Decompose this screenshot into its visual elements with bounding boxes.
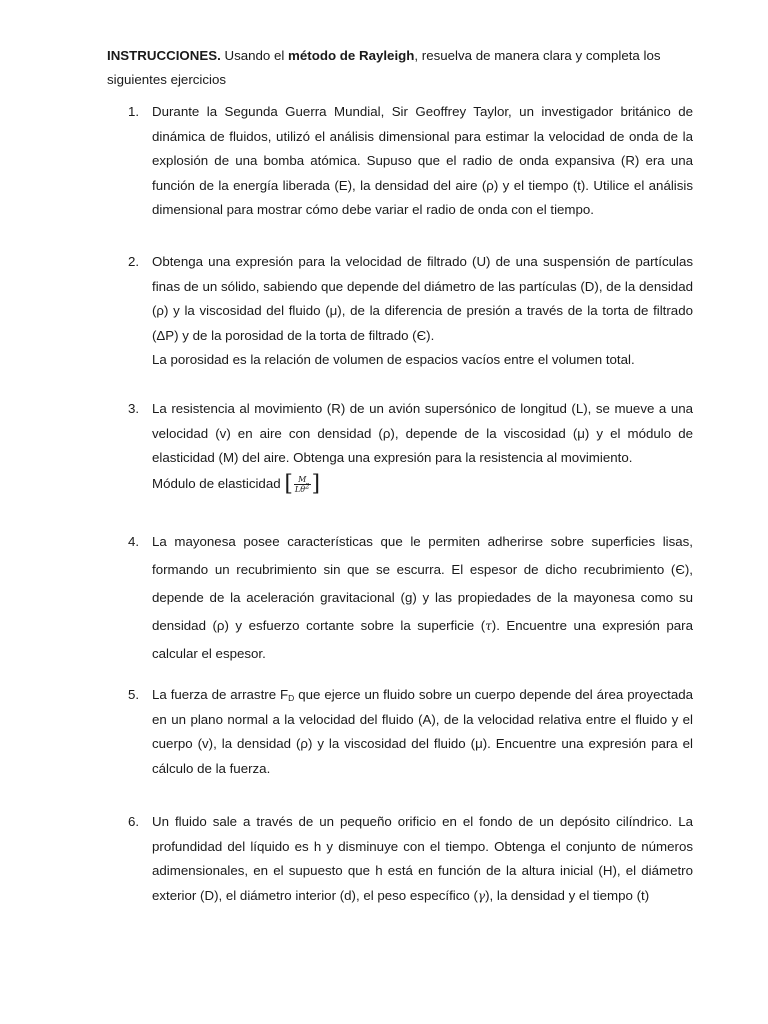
exercise-text xyxy=(152,683,693,781)
instructions-text: , resuelva de manera clara y completa los siguientes ejercicios xyxy=(107,48,661,87)
exercise-2 xyxy=(128,250,698,373)
exercise-text xyxy=(152,528,693,668)
instructions-heading: INSTRUCCIONES. xyxy=(107,48,221,63)
exercise-number: 5. xyxy=(128,687,140,702)
drag-subscript: D xyxy=(288,693,295,703)
instructions-text: Usando el xyxy=(220,48,289,63)
exercise-number: 3. xyxy=(128,401,140,416)
exercise-number: 6. xyxy=(128,814,140,829)
exercise-number: 1. xyxy=(128,104,140,119)
exercise-text: Durante la Segunda Guerra Mundial, Sir Geoffrey Taylor, un investigador británico de dinámica de fluidos, utilizó el análisis dimensional para estimar la velocidad de onda de la explosión de una bomba atómica. Supuso que el radio de onda expansiva (R) era una función de la energía liberada (E), la densidad del aire (ρ) y el tiempo (t). Utilice el análisis dimensional para mostrar cómo debe variar el radio de onda con el tiempo. xyxy=(152,104,693,218)
exercise-text: La resistencia al movimiento (R) de un avión supersónico de longitud (L), se mueve a una velocidad (v) en aire con densidad (ρ), depende de la viscosidad (μ) y el módulo de elasticidad (M) del aire. Obtenga una expresión para la resistencia al movimiento. xyxy=(152,401,693,466)
exercise-6 xyxy=(128,810,698,908)
instructions-paragraph xyxy=(107,44,697,92)
exercise-text-part: La fuerza de arrastre F xyxy=(152,687,289,702)
exercise-note: La porosidad es la relación de volumen de espacios vacíos entre el volumen total. xyxy=(152,352,635,368)
exercise-text-part: ), la densidad y el tiempo (t) xyxy=(485,887,650,903)
formula-numerator: M xyxy=(294,475,311,485)
note-label: Módulo de elasticidad xyxy=(152,475,281,491)
exercise-text-part: La mayonesa posee características que le permiten adherirse sobre superficies lisas, formando un recubrimiento sin que se escurra. El espesor de dicho recubrimiento (Є), depende de la aceleración gravitacional (g) y las propiedades de la mayonesa como su densidad (ρ) y esfuerzo cortante sobre la superficie ( xyxy=(152,534,693,633)
formula-denominator xyxy=(294,482,311,494)
exercise-text: Obtenga una expresión para la velocidad de filtrado (U) de una suspensión de partículas finas de un sólido, sabiendo que depende del diámetro de las partículas (D), de la densidad (ρ) y la viscosidad del fluido (μ), de la diferencia de presión a través de la torta de filtrado (ΔP) y de la porosidad de la torta de filtrado (Є). xyxy=(152,254,693,343)
formula-denominator-base: Lθ xyxy=(294,484,306,494)
tau-symbol: τ xyxy=(485,619,492,633)
exercise-number: 4. xyxy=(128,534,140,549)
exercise-1 xyxy=(128,100,698,223)
exercise-text-part: ). Encuentre una expresión para calcular el espesor. xyxy=(152,618,693,661)
bracket-open: [ xyxy=(284,471,293,497)
exercise-note xyxy=(152,471,693,497)
exercise-4 xyxy=(128,528,698,668)
bracket-close: ] xyxy=(311,471,321,497)
exercise-5 xyxy=(128,683,698,781)
exercise-text-part: que ejerce un fluido sobre un cuerpo depende del área proyectada en un plano normal a la velocidad del fluido (A), de la velocidad relativa entre el fluido y el cuerpo (v), la densidad (ρ) y la viscosidad del fluido (μ). Encuentre una expresión para el cálculo de la fuerza. xyxy=(152,687,693,776)
exercise-3 xyxy=(128,397,698,497)
exercise-text xyxy=(152,810,693,908)
method-name: método de Rayleigh xyxy=(288,48,415,63)
exercise-text-part: Un fluido sale a través de un pequeño orificio en el fondo de un depósito cilíndrico. La profundidad del líquido es h y disminuye con el tiempo. Obtenga el conjunto de números adimensionales, en el supuesto que h está en función de la altura inicial (H), el diámetro exterior (D), el diámetro interior (d), el peso específico ( xyxy=(152,814,693,903)
exercise-number: 2. xyxy=(128,254,140,269)
gamma-symbol: γ xyxy=(477,888,486,903)
elasticity-formula xyxy=(294,475,311,494)
formula-exponent: 2 xyxy=(305,482,310,491)
